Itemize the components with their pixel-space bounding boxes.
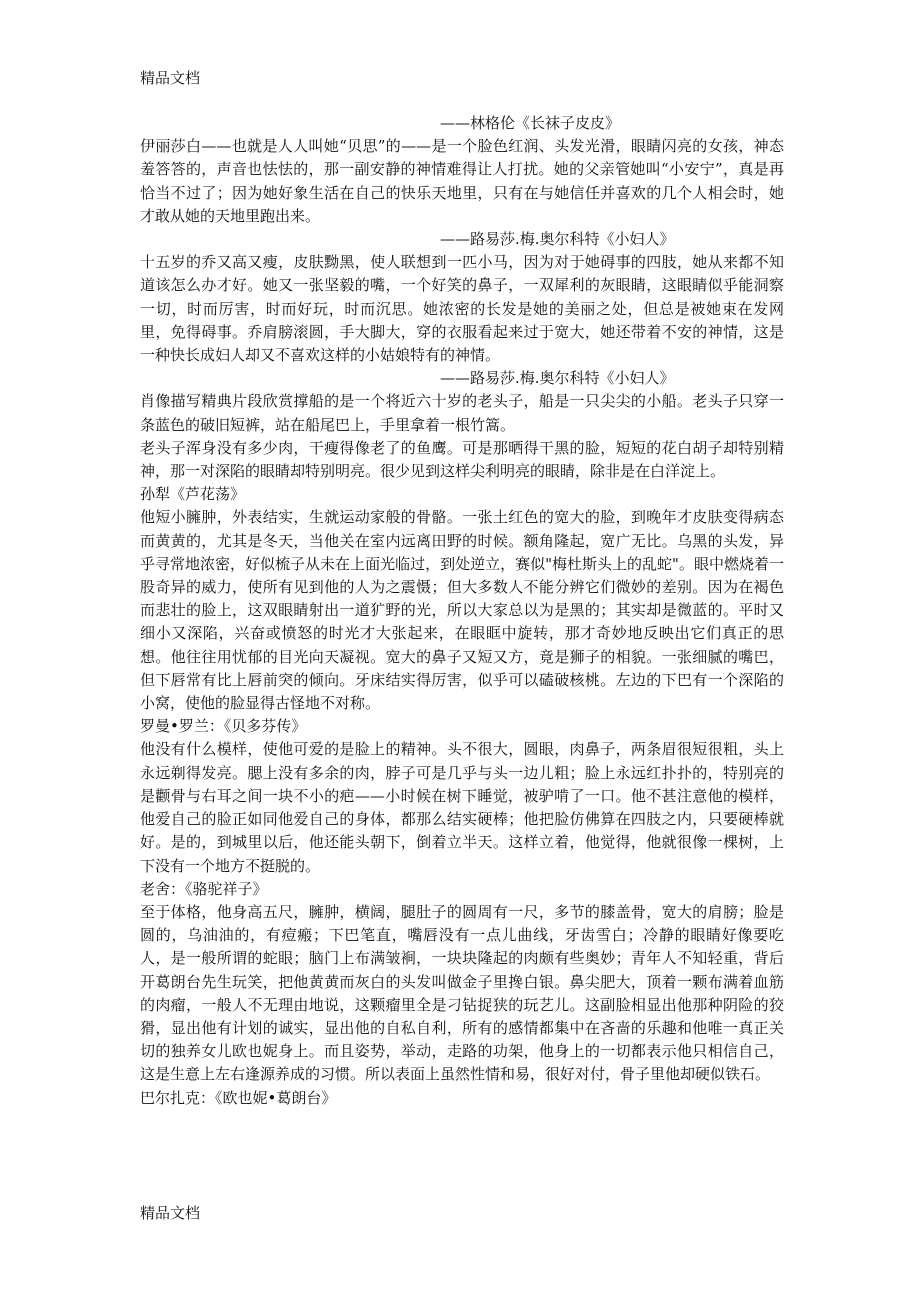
attribution-lindgren: ——林格伦《长袜子皮皮》 [440,114,621,132]
paragraph-grandet: 至于体格，他身高五尺，臃肿，横阔，腿肚子的圆周有一尺，多节的膝盖骨，宽大的肩膀；脸是圆的，乌油油的，有痘瘢；下巴笔直，嘴唇没有一点儿曲线，牙齿雪白；冷静的眼睛好像要吃人，是一般所谓的蛇眼；脑门上布满皱裥，一块块隆起的肉颇有些奥妙；青年人不知轻重，背后开葛朗台先生玩笑，把他黄黄而灰白的头发叫做金子里搀白银。鼻尖肥大，顶着一颗布满着血筋的肉瘤，一般人不无理由地说，这颗瘤里全是刁钻捉狭的玩艺儿。这副脸相显出他那种阴险的狡猾，显出他有计划的诚实，显出他的自私自利，所有的感情都集中在吝啬的乐趣和他唯一真正关切的独养女儿欧也妮身上。而且姿势，举动，走路的功架，他身上的一切都表示他只相信自己，这是生意上左右逢源养成的习惯。所以表面上虽然性情和易，很好对付，骨子里他却硬似铁石。 [140,902,784,1084]
paragraph-beth: 伊丽莎白——也就是人人叫她“贝思”的——是一个脸色红润、头发光滑，眼睛闪亮的女孩，神态羞答答的，声音也怯怯的，那一副安静的神情难得让人打扰。她的父亲管她叫“小安宁”，真是再恰当不过了；因为她好象生活在自己的快乐天地里，只有在与她信任并喜欢的几个人相会时，她才敢从她的天地里跑出来。 [140,137,784,225]
attribution-romain-rolland: 罗曼•罗兰：《贝多芬传》 [140,717,307,736]
attribution-sun-li: 孙犁《芦花荡》 [140,485,246,504]
attribution-alcott-1: ——路易莎.梅.奥尔科特《小妇人》 [440,230,675,249]
paragraph-xiangzi: 他没有什么模样，使他可爱的是脸上的精神。头不很大，圆眼，肉鼻子，两条眉很短很粗，头上永远剃得发亮。腮上没有多余的肉，脖子可是几乎与头一边儿粗；脸上永远红扑扑的，特别亮的是颧骨与右耳之间一块不小的疤——小时候在树下睡觉，被驴啃了一口。他不甚注意他的模样，他爱自己的脸正如同他爱自己的身体，都那么结实硬棒；他把脸仿佛算在四肢之内，只要硬棒就好。是的，到城里以后，他还能头朝下，倒着立半天。这样立着，他觉得，他就很像一棵树，上下没有一个地方不挺脱的。 [140,740,784,875]
attribution-lao-she: 老舍：《骆驼祥子》 [140,879,268,898]
paragraph-jo: 十五岁的乔又高又瘦，皮肤黝黑，使人联想到一匹小马，因为对于她碍事的四肢，她从来都不知道该怎么办才好。她又一张坚毅的嘴，一个好笑的鼻子，一双犀利的灰眼睛，这眼睛似乎能洞察一切，时而厉害，时而好玩，时而沉思。她浓密的长发是她的美丽之处，但总是被她束在发网里，免得碍事。乔肩膀滚圆，手大脚大，穿的衣服看起来过于宽大，她还带着不安的神情，这是一种快长成妇人却又不喜欢这样的小姑娘特有的神情。 [140,253,784,365]
document-body [140,112,784,1110]
page-footer: 精品文档 [140,1204,201,1222]
attribution-alcott-2: ——路易莎.梅.奥尔科特《小妇人》 [440,369,675,388]
page-header: 精品文档 [140,69,201,87]
paragraph-boatman-face: 老头子浑身没有多少肉，干瘦得像老了的鱼鹰。可是那晒得干黑的脸，短短的花白胡子却特别精神，那一对深陷的眼睛却特别明亮。很少见到这样尖利明亮的眼睛，除非是在白洋淀上。 [140,438,784,481]
paragraph-beethoven: 他短小臃肿，外表结实，生就运动家般的骨骼。一张土红色的宽大的脸，到晚年才皮肤变得病态而黄黄的，尤其是冬天，当他关在室内远离田野的时候。额角隆起，宽广无比。乌黑的头发，异乎寻常地浓密，好似梳子从未在上面光临过，到处逆立，赛似"梅杜斯头上的乱蛇"。眼中燃烧着一股奇异的威力，使所有见到他的人为之震慑；但大多数人不能分辨它们微妙的差别。因为在褐色而悲壮的脸上，这双眼睛射出一道犷野的光，所以大家总以为是黑的；其实却是微蓝的。平时又细小又深陷，兴奋或愤怒的时光才大张起来，在眼眶中旋转，那才奇妙地反映出它们真正的思想。他往往用忧郁的目光向天凝视。宽大的鼻子又短又方，竟是狮子的相貌。一张细腻的嘴巴，但下唇常有比上唇前突的倾向。牙床结实得厉害，似乎可以磕破核桃。左边的下巴有一个深陷的小窝，使他的脸显得古怪地不对称。 [140,508,784,713]
paragraph-boatman-intro: 肖像描写精典片段欣赏撑船的是一个将近六十岁的老头子，船是一只尖尖的小船。老头子只穿一条蓝色的破旧短裤，站在船尾巴上，手里拿着一根竹篙。 [140,392,784,434]
attribution-balzac: 巴尔扎克：《欧也妮•葛朗台》 [140,1088,337,1107]
